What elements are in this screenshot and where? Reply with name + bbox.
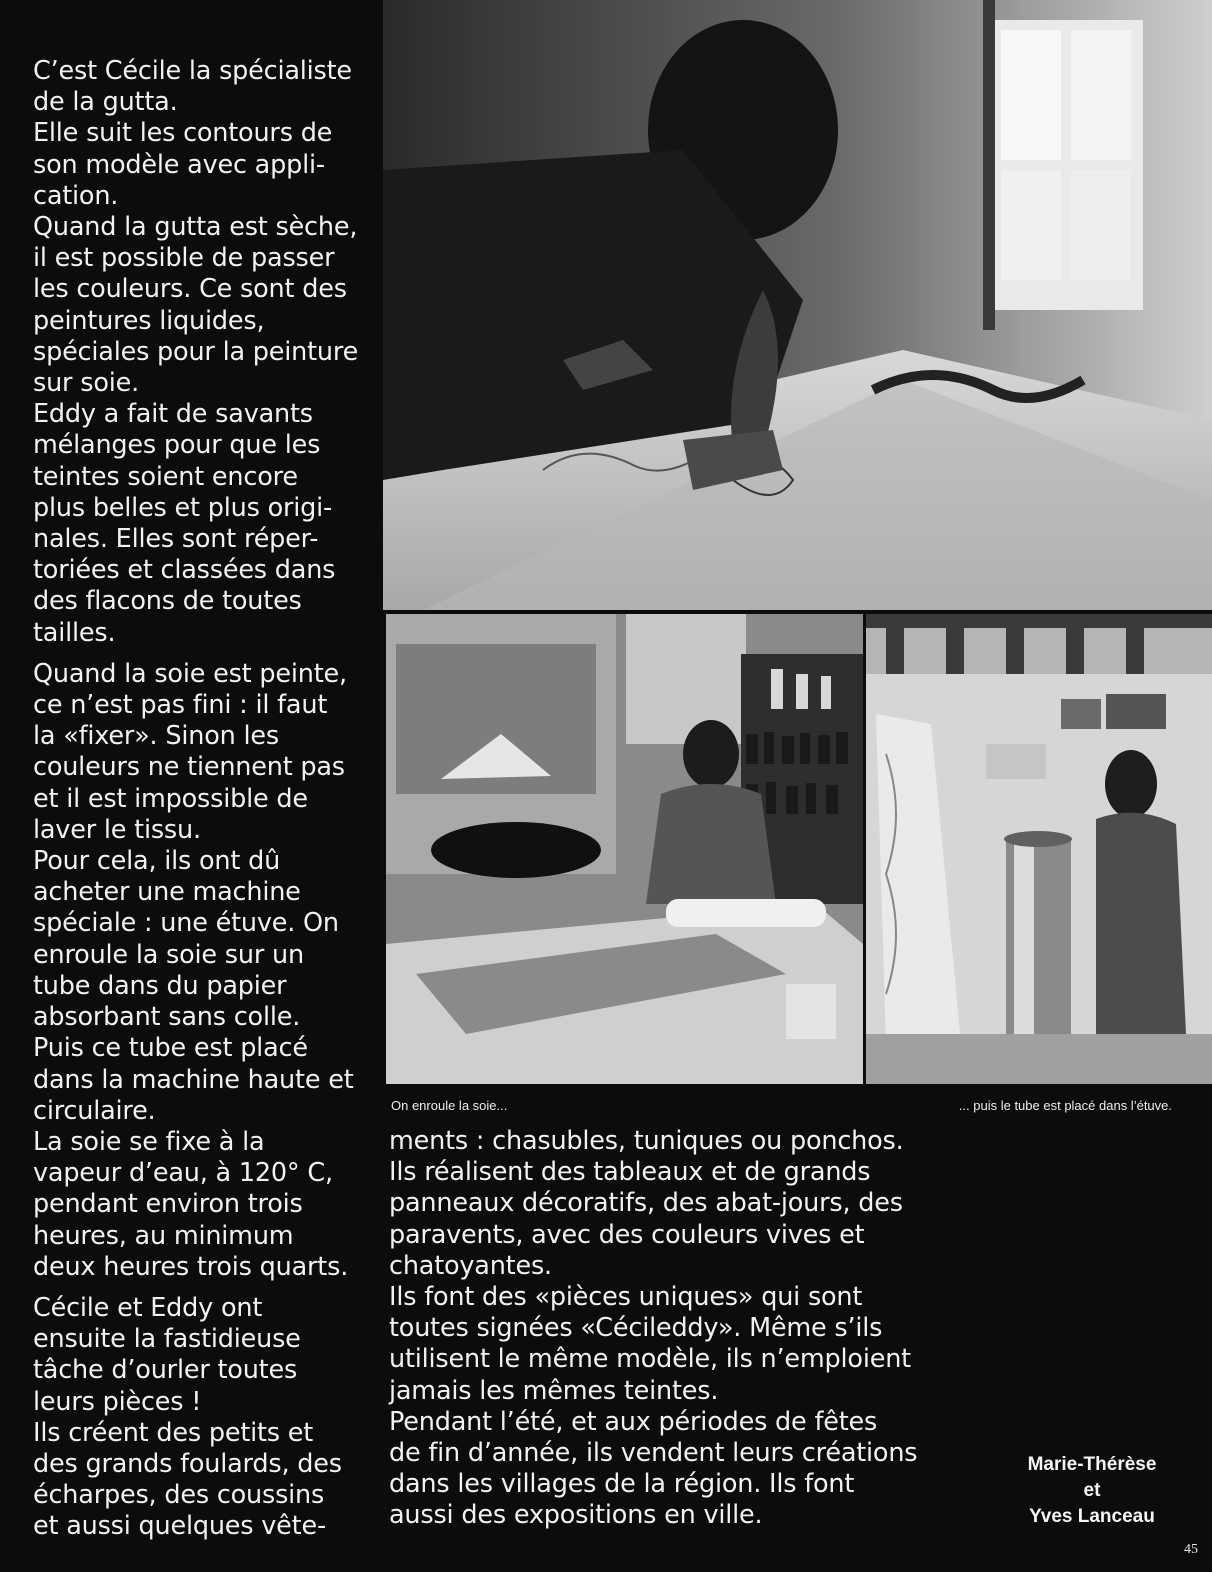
text-line: et aussi quelques vête- bbox=[33, 1511, 326, 1542]
article-paragraph bbox=[33, 56, 363, 649]
text-line: écharpes, des coussins bbox=[33, 1480, 325, 1511]
photo-steamer bbox=[866, 614, 1212, 1084]
text-line: dans les villages de la région. Ils font bbox=[389, 1469, 855, 1500]
text-line: enroule la soie sur un bbox=[33, 939, 304, 970]
text-line: des grands foulards, des bbox=[33, 1448, 342, 1479]
text-line: teintes soient encore bbox=[33, 461, 298, 492]
text-line: Pour cela, ils ont dû bbox=[33, 846, 281, 877]
article-paragraph bbox=[33, 659, 363, 1283]
text-line: de la gutta. bbox=[33, 87, 178, 118]
text-line: utilisent le même modèle, ils n’emploient bbox=[389, 1344, 911, 1375]
text-line: ments : chasubles, tuniques ou ponchos. bbox=[389, 1126, 904, 1156]
page-number: 45 bbox=[1184, 1542, 1198, 1557]
text-line: toriées et classées dans bbox=[33, 555, 336, 586]
text-line: deux heures trois quarts. bbox=[33, 1251, 349, 1282]
text-line: sur soie. bbox=[33, 368, 140, 399]
text-line: chatoyantes. bbox=[389, 1250, 552, 1281]
text-line: Ils créent des petits et bbox=[33, 1417, 314, 1448]
text-line: Eddy a fait de savants bbox=[33, 399, 313, 430]
text-line: couleurs ne tiennent pas bbox=[33, 752, 345, 783]
text-line: nales. Elles sont réper- bbox=[33, 524, 319, 555]
text-line: mélanges pour que les bbox=[33, 430, 321, 461]
text-line: toutes signées «Cécileddy». Même s’ils bbox=[389, 1313, 883, 1344]
author-line-1: Marie-Thérèse bbox=[1027, 1454, 1157, 1475]
text-line: et il est impossible de bbox=[33, 783, 308, 814]
text-line: plus belles et plus origi- bbox=[33, 492, 333, 523]
text-line: Ils font des «pièces uniques» qui sont bbox=[389, 1282, 863, 1313]
text-line: Elle suit les contours de bbox=[33, 118, 333, 149]
text-line: pendant environ trois bbox=[33, 1189, 303, 1220]
caption-rolling: On enroule la soie... bbox=[391, 1098, 508, 1113]
text-line: aussi des expositions en ville. bbox=[389, 1500, 763, 1531]
text-line: Puis ce tube est placé bbox=[33, 1033, 308, 1064]
text-line: laver le tissu. bbox=[33, 814, 201, 845]
text-line: Quand la gutta est sèche, bbox=[33, 212, 358, 243]
text-line: ce n’est pas fini : il faut bbox=[33, 690, 328, 721]
text-line: tailles. bbox=[33, 617, 116, 648]
caption-steamer: ... puis le tube est placé dans l’étuve. bbox=[958, 1098, 1172, 1113]
text-line: absorbant sans colle. bbox=[33, 1002, 301, 1033]
text-line: Cécile et Eddy ont bbox=[33, 1292, 263, 1323]
text-line: C’est Cécile la spécialiste bbox=[33, 56, 352, 86]
text-line: tâche d’ourler toutes bbox=[33, 1355, 298, 1386]
text-line: spéciales pour la peinture bbox=[33, 336, 359, 367]
text-line: circulaire. bbox=[33, 1095, 156, 1126]
text-line: heures, au minimum bbox=[33, 1220, 294, 1251]
photo-rolling-silk bbox=[386, 614, 863, 1084]
text-line: Quand la soie est peinte, bbox=[33, 658, 347, 689]
author-line-3: Yves Lanceau bbox=[1029, 1506, 1155, 1527]
text-line: jamais les mêmes teintes. bbox=[389, 1375, 719, 1406]
text-line: paravents, avec des couleurs vives et bbox=[389, 1219, 865, 1250]
text-line: spéciale : une étuve. On bbox=[33, 908, 339, 939]
text-line: acheter une machine bbox=[33, 877, 301, 908]
author-credit bbox=[1002, 1452, 1182, 1530]
text-line: cation. bbox=[33, 180, 119, 211]
text-line: la «fixer». Sinon les bbox=[33, 721, 279, 752]
text-line: son modèle avec appli- bbox=[33, 149, 325, 180]
author-line-2: et bbox=[1083, 1480, 1101, 1501]
text-line: Pendant l’été, et aux périodes de fêtes bbox=[389, 1406, 878, 1437]
text-line: leurs pièces ! bbox=[33, 1386, 202, 1417]
text-line: les couleurs. Ce sont des bbox=[33, 274, 347, 305]
article-paragraph bbox=[33, 1293, 363, 1543]
text-line: ensuite la fastidieuse bbox=[33, 1324, 301, 1355]
text-line: La soie se fixe à la bbox=[33, 1126, 265, 1157]
text-line: Ils réalisent des tableaux et de grands bbox=[389, 1157, 871, 1188]
text-line: panneaux décoratifs, des abat-jours, des bbox=[389, 1188, 903, 1219]
text-line: peintures liquides, bbox=[33, 305, 265, 336]
text-line: vapeur d’eau, à 120° C, bbox=[33, 1158, 333, 1189]
text-line: de fin d’année, ils vendent leurs créations bbox=[389, 1438, 918, 1469]
text-line: dans la machine haute et bbox=[33, 1064, 354, 1095]
article-right-column bbox=[389, 1126, 949, 1532]
article-left-column bbox=[33, 56, 363, 1553]
text-line: des flacons de toutes bbox=[33, 586, 302, 617]
text-line: il est possible de passer bbox=[33, 243, 335, 274]
photo-painting-silk bbox=[383, 0, 1212, 610]
text-line: tube dans du papier bbox=[33, 970, 287, 1001]
